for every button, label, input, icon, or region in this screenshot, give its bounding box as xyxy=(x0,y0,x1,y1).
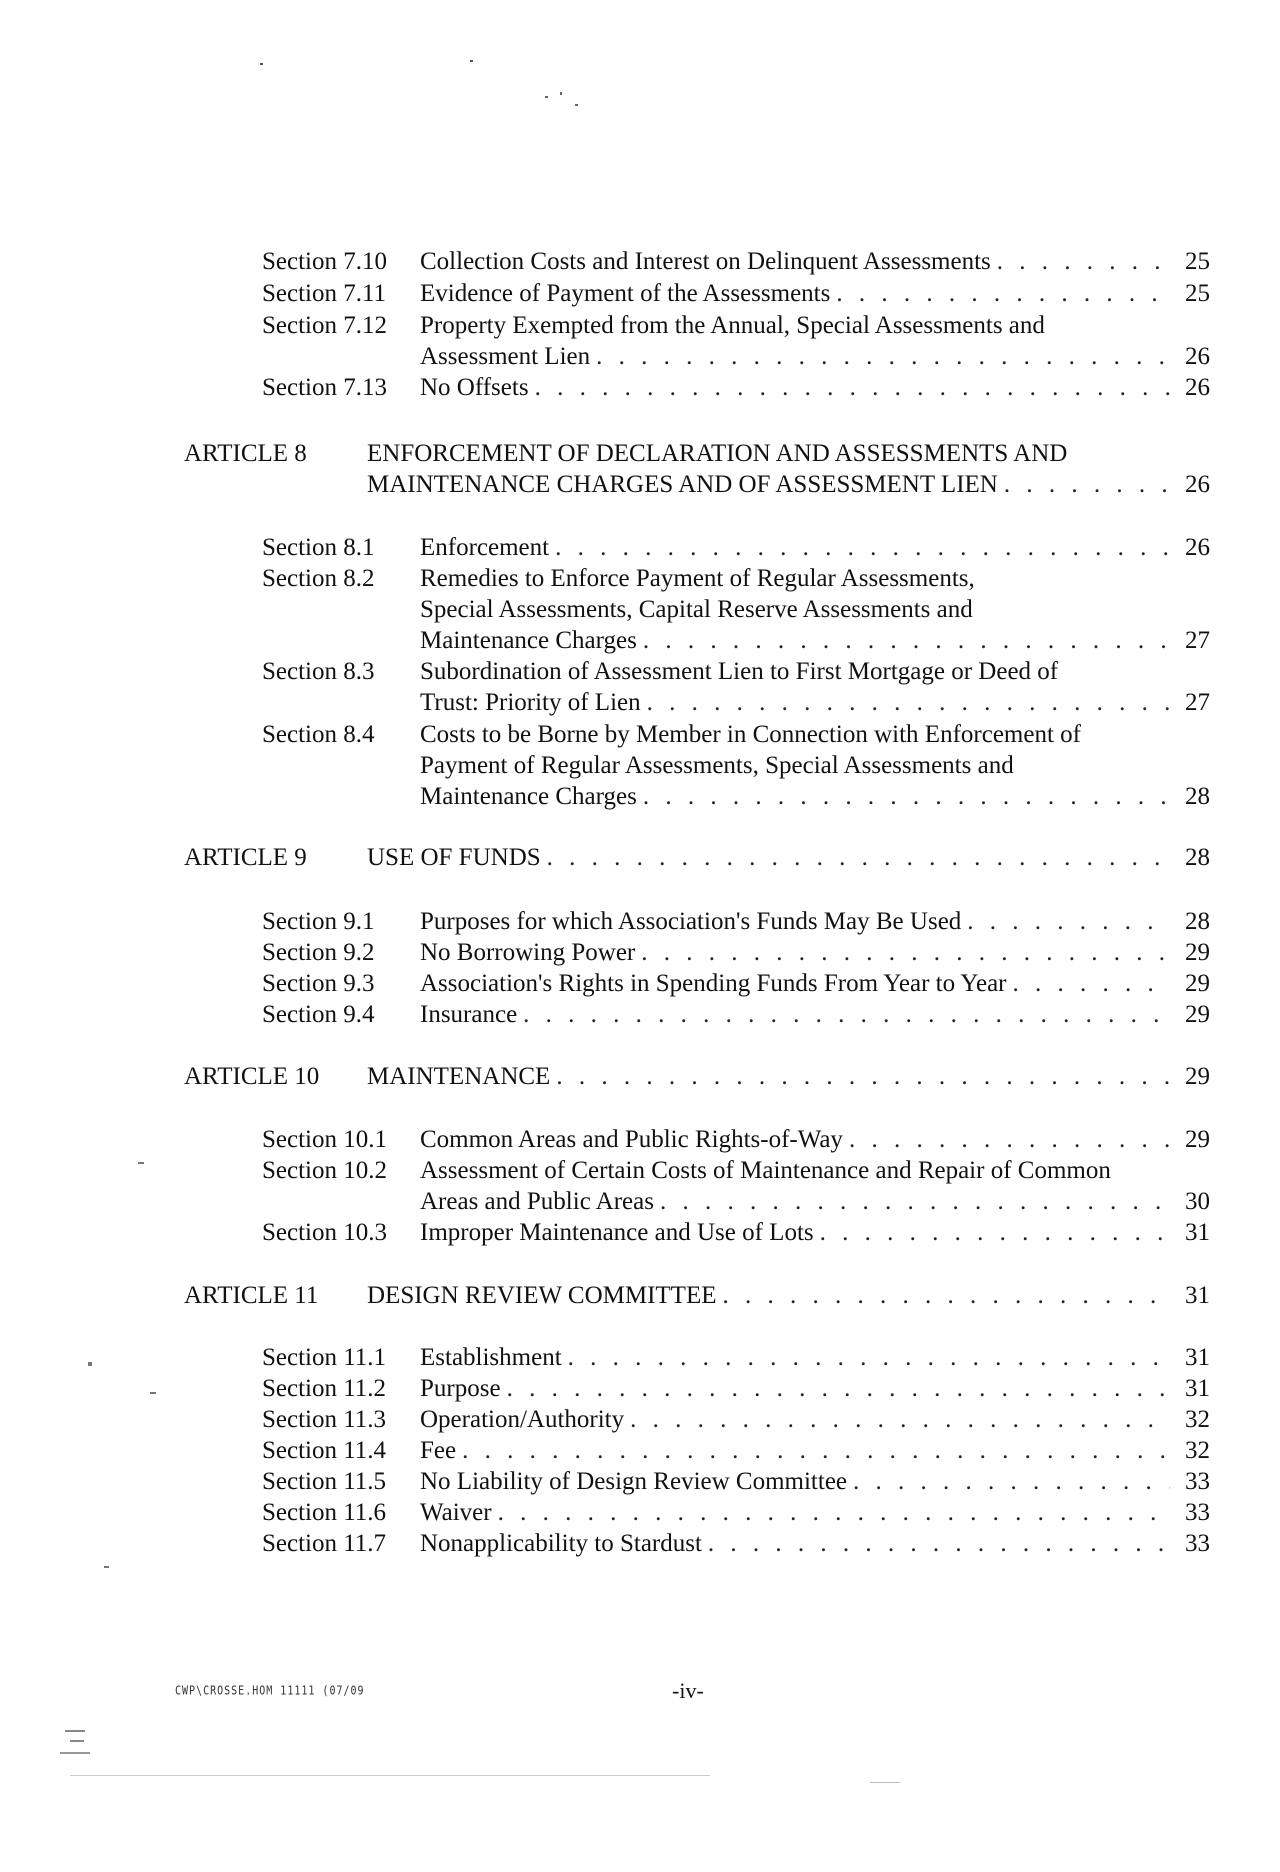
section-number: Section 11.6 xyxy=(262,1499,387,1526)
title-text: Establishment xyxy=(420,1344,562,1371)
section-number: Section 10.1 xyxy=(262,1126,387,1153)
page-ref: 26 xyxy=(1185,471,1210,498)
title-text: Purposes for which Association's Funds May Be Used xyxy=(420,908,962,935)
title-text: Collection Costs and Interest on Delinquent Assessments xyxy=(420,248,991,275)
page-ref: 31 xyxy=(1185,1344,1210,1371)
title-text: Maintenance Charges xyxy=(420,627,637,654)
title-text: Insurance xyxy=(420,1001,518,1028)
page-ref: 31 xyxy=(1185,1282,1210,1309)
title-text: Waiver xyxy=(420,1499,492,1526)
title-text: USE OF FUNDS xyxy=(367,844,541,871)
section-number: Section 11.3 xyxy=(262,1406,387,1433)
article-number: ARTICLE 10 xyxy=(184,1063,320,1090)
title-text: Nonapplicability to Stardust xyxy=(420,1530,702,1557)
page-ref: 25 xyxy=(1185,280,1210,307)
document-code: CWP\CROSSE.HOM 11111 (07/09 xyxy=(175,1684,365,1699)
page-ref: 32 xyxy=(1185,1406,1210,1433)
section-number: Section 7.10 xyxy=(262,248,387,275)
section-number: Section 8.3 xyxy=(262,658,375,685)
title-text: Trust: Priority of Lien xyxy=(420,689,641,716)
article-number: ARTICLE 8 xyxy=(184,440,307,467)
title-text: Assessment Lien xyxy=(420,343,591,370)
section-number: Section 10.3 xyxy=(262,1219,387,1246)
page-ref: 29 xyxy=(1185,970,1210,997)
section-number: Section 7.12 xyxy=(262,312,387,339)
title-text: Purpose xyxy=(420,1375,501,1402)
title-text: Areas and Public Areas xyxy=(420,1188,654,1215)
section-number: Section 10.2 xyxy=(262,1157,387,1184)
section-number: Section 9.3 xyxy=(262,970,375,997)
title-text: Special Assessments, Capital Reserve Assessments and xyxy=(420,596,973,623)
title-text: Maintenance Charges xyxy=(420,783,637,810)
section-number: Section 11.5 xyxy=(262,1468,387,1495)
title-text: Remedies to Enforce Payment of Regular Assessments, xyxy=(420,565,975,592)
title-text: DESIGN REVIEW COMMITTEE xyxy=(367,1282,717,1309)
title-text: ENFORCEMENT OF DECLARATION AND ASSESSMENTS AND xyxy=(367,440,1068,467)
page-ref: 33 xyxy=(1185,1468,1210,1495)
section-number: Section 8.2 xyxy=(262,565,375,592)
page-ref: 30 xyxy=(1185,1188,1210,1215)
title-text: Costs to be Borne by Member in Connection with Enforcement of xyxy=(420,721,1081,748)
section-number: Section 11.7 xyxy=(262,1530,387,1557)
page-ref: 26 xyxy=(1185,343,1210,370)
page-ref: 26 xyxy=(1185,374,1210,401)
title-text: Evidence of Payment of the Assessments xyxy=(420,280,831,307)
title-text: Common Areas and Public Rights-of-Way xyxy=(420,1126,843,1153)
page-ref: 33 xyxy=(1185,1499,1210,1526)
title-text: MAINTENANCE CHARGES AND OF ASSESSMENT LIEN xyxy=(367,471,998,498)
section-number: Section 9.2 xyxy=(262,939,375,966)
title-text: Association's Rights in Spending Funds From Year to Year xyxy=(420,970,1007,997)
section-number: Section 7.13 xyxy=(262,374,387,401)
page-ref: 28 xyxy=(1185,908,1210,935)
section-number: Section 8.4 xyxy=(262,721,375,748)
title-text: MAINTENANCE xyxy=(367,1063,551,1090)
page-ref: 29 xyxy=(1185,939,1210,966)
title-text: No Offsets xyxy=(420,374,529,401)
section-number: Section 9.4 xyxy=(262,1001,375,1028)
page-ref: 29 xyxy=(1185,1126,1210,1153)
section-number: Section 7.11 xyxy=(262,280,387,307)
article-number: ARTICLE 9 xyxy=(184,844,307,871)
page-ref: 27 xyxy=(1185,627,1210,654)
title-text: Improper Maintenance and Use of Lots xyxy=(420,1219,814,1246)
page-number: -iv- xyxy=(672,1678,704,1703)
section-number: Section 11.4 xyxy=(262,1437,387,1464)
title-text: No Borrowing Power xyxy=(420,939,636,966)
page-ref: 28 xyxy=(1185,783,1210,810)
section-number: Section 8.1 xyxy=(262,534,375,561)
page-ref: 31 xyxy=(1185,1375,1210,1402)
page-ref: 32 xyxy=(1185,1437,1210,1464)
title-text: Property Exempted from the Annual, Special Assessments and xyxy=(420,312,1045,339)
section-number: Section 9.1 xyxy=(262,908,375,935)
page-ref: 31 xyxy=(1185,1219,1210,1246)
title-text: Fee xyxy=(420,1437,457,1464)
title-text: Operation/Authority xyxy=(420,1406,625,1433)
title-text: No Liability of Design Review Committee xyxy=(420,1468,848,1495)
title-text: Enforcement xyxy=(420,534,550,561)
section-number: Section 11.2 xyxy=(262,1375,387,1402)
title-text: Subordination of Assessment Lien to First Mortgage or Deed of xyxy=(420,658,1059,685)
title-text: Assessment of Certain Costs of Maintenance and Repair of Common xyxy=(420,1157,1111,1184)
page-ref: 26 xyxy=(1185,534,1210,561)
title-text: Payment of Regular Assessments, Special Assessments and xyxy=(420,752,1014,779)
article-number: ARTICLE 11 xyxy=(184,1282,319,1309)
page-ref: 28 xyxy=(1185,844,1210,871)
page-ref: 29 xyxy=(1185,1063,1210,1090)
page-ref: 29 xyxy=(1185,1001,1210,1028)
page-ref: 33 xyxy=(1185,1530,1210,1557)
page-ref: 25 xyxy=(1185,248,1210,275)
section-number: Section 11.1 xyxy=(262,1344,387,1371)
page-ref: 27 xyxy=(1185,689,1210,716)
